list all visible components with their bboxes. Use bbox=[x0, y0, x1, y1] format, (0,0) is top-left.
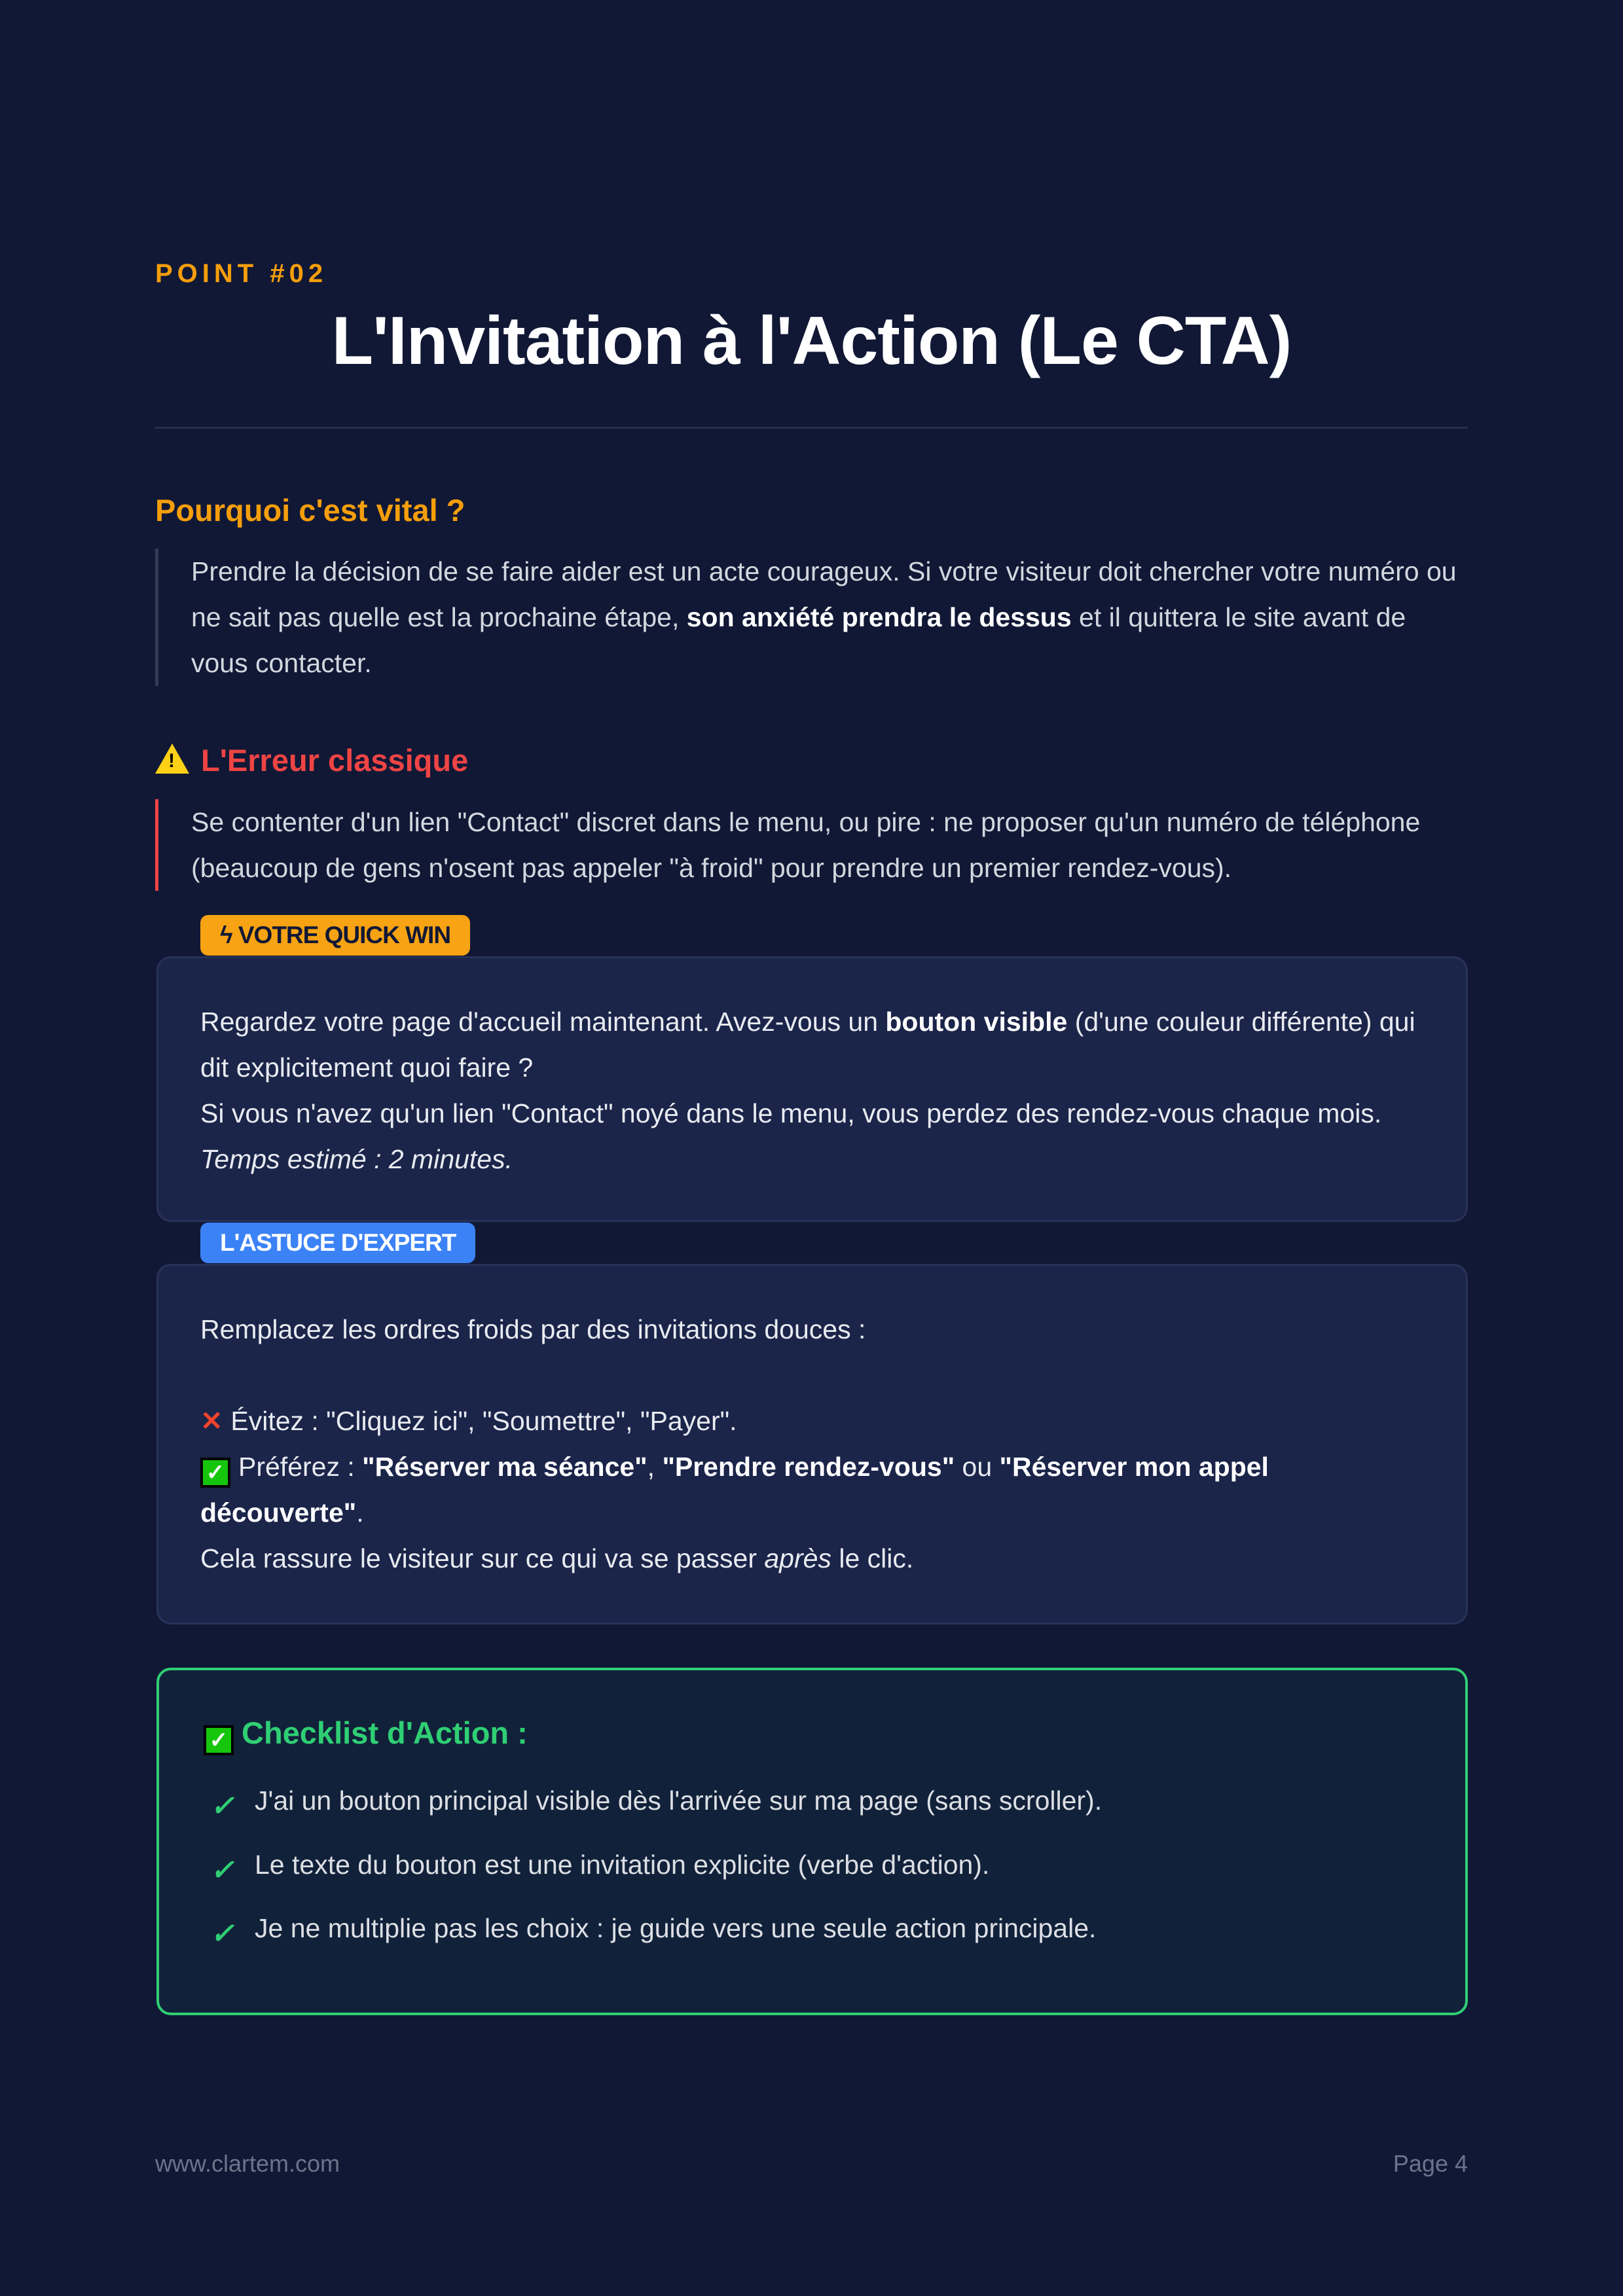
text: Évitez : "Cliquez ici", "Soumettre", "Payer". bbox=[230, 1406, 737, 1436]
check-box-icon: ✓ bbox=[204, 1725, 234, 1755]
bold-text: "Prendre rendez-vous" bbox=[662, 1452, 955, 1482]
text: Regardez votre page d'accueil maintenant. Avez-vous un bbox=[200, 1007, 886, 1037]
why-text-end: et il quittera le site avant de vous contacter. bbox=[191, 602, 1406, 678]
lightning-icon: ϟ bbox=[220, 922, 238, 948]
bold-text: "Réserver mon appel découverte" bbox=[200, 1452, 1269, 1528]
text: le clic. bbox=[831, 1543, 914, 1573]
checklist-item-text: J'ai un bouton principal visible dès l'arrivée sur ma page (sans scroller). bbox=[255, 1785, 1103, 1816]
checklist-heading-text: Checklist d'Action : bbox=[242, 1715, 528, 1750]
divider bbox=[155, 427, 1468, 429]
expert-intro: Remplacez les ordres froids par des invitations douces : bbox=[200, 1314, 866, 1344]
bold-text: "Réserver ma séance" bbox=[362, 1452, 647, 1482]
quickwin-time: Temps estimé : 2 minutes. bbox=[200, 1144, 513, 1174]
text: Préférez : bbox=[238, 1452, 363, 1482]
check-box-icon: ✓ bbox=[200, 1458, 230, 1488]
check-icon: ✓ bbox=[210, 1790, 234, 1822]
footer-page-number: Page 4 bbox=[1393, 2150, 1468, 2177]
expert-box bbox=[156, 1229, 1468, 1624]
bold-text: bouton visible bbox=[885, 1007, 1068, 1037]
why-text: Prendre la décision de se faire aider est un acte courageux. Si votre visiteur doit chercher votre numéro ou ne sait pas quelle est la prochaine étape, bbox=[191, 556, 1457, 632]
quickwin-p1 bbox=[200, 999, 1424, 1090]
expert-avoid bbox=[200, 1398, 1424, 1444]
why-quote bbox=[155, 548, 1468, 686]
cross-icon: ✕ bbox=[200, 1406, 223, 1436]
checklist-item-text: Le texte du bouton est une invitation explicite (verbe d'action). bbox=[255, 1850, 990, 1880]
text: ou bbox=[955, 1452, 1000, 1482]
text: , bbox=[647, 1452, 663, 1482]
point-kicker: POINT #02 bbox=[155, 259, 328, 288]
page-title: L'Invitation à l'Action (Le CTA) bbox=[331, 303, 1292, 379]
checklist-item-text: Je ne multiplie pas les choix : je guide vers une seule action principale. bbox=[255, 1913, 1097, 1943]
check-icon: ✓ bbox=[210, 1918, 234, 1950]
error-quote: Se contenter d'un lien "Contact" discret dans le menu, ou pire : ne proposer qu'un numéro de téléphone (beaucoup de gens n'osent pas appeler "à froid" pour prendre un premier rendez-vous). bbox=[155, 799, 1468, 891]
why-heading: Pourquoi c'est vital ? bbox=[155, 493, 465, 528]
expert-close bbox=[200, 1535, 1424, 1581]
warning-icon: ! bbox=[155, 744, 189, 774]
check-icon: ✓ bbox=[210, 1854, 234, 1886]
checklist-heading bbox=[204, 1715, 528, 1755]
expert-prefer bbox=[200, 1444, 1424, 1535]
quickwin-badge bbox=[200, 915, 470, 956]
why-bold: son anxiété prendra le dessus bbox=[686, 602, 1072, 632]
text: (d'une couleur différente) qui dit explicitement quoi faire ? bbox=[200, 1007, 1415, 1083]
error-heading-text: L'Erreur classique bbox=[201, 743, 469, 778]
footer-site[interactable]: www.clartem.com bbox=[155, 2150, 340, 2177]
checklist-box bbox=[156, 1668, 1468, 2015]
quickwin-badge-label: VOTRE QUICK WIN bbox=[238, 922, 451, 948]
text: . bbox=[356, 1498, 364, 1528]
error-heading bbox=[155, 742, 468, 778]
italic-text: après bbox=[764, 1543, 831, 1573]
quickwin-box bbox=[156, 922, 1468, 1222]
quickwin-p2: Si vous n'avez qu'un lien "Contact" noyé dans le menu, vous perdez des rendez-vous chaque mois. bbox=[200, 1098, 1382, 1128]
expert-badge: L'ASTUCE D'EXPERT bbox=[200, 1223, 475, 1263]
text: Cela rassure le visiteur sur ce qui va se passer bbox=[200, 1543, 765, 1573]
